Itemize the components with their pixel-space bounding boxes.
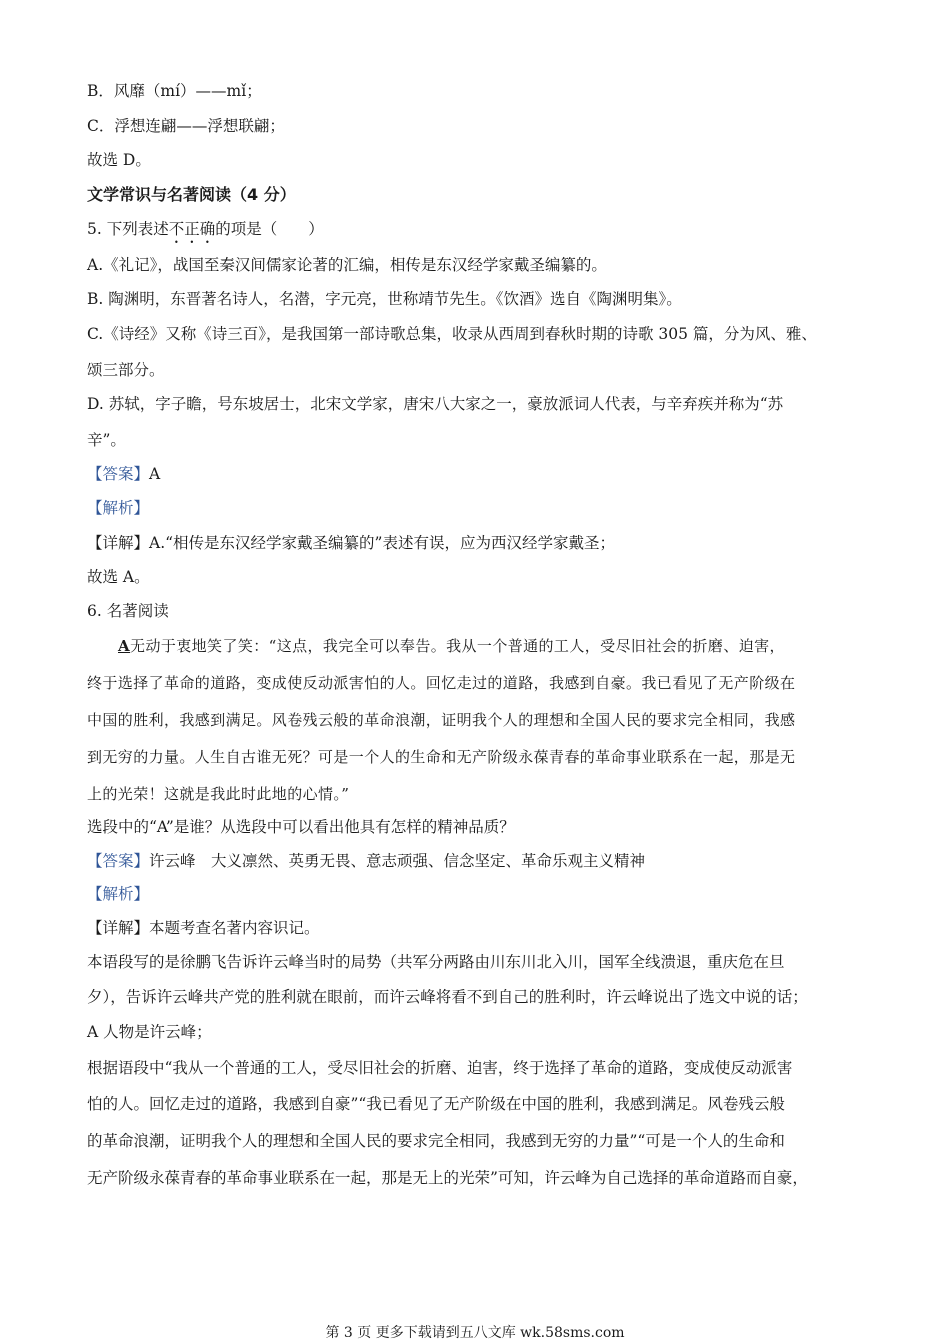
q6-paragraph-line2: 夕），告诉许云峰共产党的胜利就在眼前，而许云峰将看不到自己的胜利时，许云峰说出了选文中说的话； [87, 988, 808, 1006]
answer-value: A [149, 465, 161, 483]
q6-paragraph-line3: A 人物是许云峰； [87, 1023, 212, 1041]
q6-paragraph-line5: 怕的人。回忆走过的道路，我感到自豪”“我已看见了无产阶级在中国的胜利，我感到满足。风卷残云般 [87, 1095, 785, 1113]
q5-option-d-line2: 辛”。 [87, 431, 126, 449]
q6-paragraph-line6: 的革命浪潮，证明我个人的理想和全国人民的要求完全相同，我感到无穷的力量”“可是一个人的生命和 [87, 1132, 785, 1150]
q5-emphasis: 不正确 [168, 220, 216, 238]
q6-title: 6. 名著阅读 [87, 602, 169, 620]
q6-question: 选段中的“A”是谁？从选段中可以看出他具有怎样的精神品质？ [87, 818, 515, 836]
q6-analysis-tag: 【解析】 [87, 885, 150, 903]
q6-quote-line3: 中国的胜利，我感到满足。风卷残云般的革命浪潮，证明我个人的理想和全国人民的要求完全相同，我感 [87, 711, 796, 729]
conclusion-line: 故选 D。 [87, 151, 151, 169]
q5-option-d-line1: D. 苏轼，字子瞻，号东坡居士，北宋文学家，唐宋八大家之一，豪放派词人代表，与辛弃疾并称为“苏 [87, 395, 784, 413]
q6-quote-line2: 终于选择了革命的道路，变成使反动派害怕的人。回忆走过的道路，我感到自豪。我已看见了无产阶级在 [87, 674, 796, 692]
q6-detail: 【详解】本题考查名著内容识记。 [87, 919, 320, 937]
q5-option-c-line1: C.《诗经》又称《诗三百》，是我国第一部诗歌总集，收录从西周到春秋时期的诗歌 305 篇，分为风、雅、 [87, 325, 817, 343]
q5-conclusion: 故选 A。 [87, 568, 150, 586]
answer-value: 许云峰 大义凛然、英勇无畏、意志顽强、信念坚定、革命乐观主义精神 [149, 852, 646, 870]
q5-option-c-line2: 颂三部分。 [87, 361, 165, 379]
q6-paragraph-line1: 本语段写的是徐鹏飞告诉许云峰当时的局势（共军分两路由川东川北入川，国军全线溃退，重庆危在旦 [87, 953, 785, 971]
q6-quote-line5: 上的光荣！这就是我此时此地的心情。” [87, 785, 350, 803]
q5-detail: 【详解】A.“相传是东汉经学家戴圣编纂的”表述有误，应为西汉经学家戴圣； [87, 534, 615, 552]
answer-tag: 【答案】 [87, 465, 150, 483]
q6-paragraph-line4: 根据语段中“我从一个普通的工人，受尽旧社会的折磨、迫害，终于选择了革命的道路，变成使反动派害 [87, 1059, 793, 1077]
q5-analysis-tag: 【解析】 [87, 499, 150, 517]
q6-quote-line1 [118, 635, 890, 657]
page-footer: 第 3 页 更多下载请到五八文库 wk.58sms.com [325, 1325, 625, 1341]
q5-answer [87, 463, 890, 485]
option-c-line: C．浮想连翩——浮想联翩； [87, 117, 285, 135]
q5-option-a: A.《礼记》，战国至秦汉间儒家论著的汇编，相传是东汉经学家戴圣编纂的。 [87, 256, 607, 274]
section-title: 文学常识与名著阅读（4 分） [87, 185, 296, 204]
q6-quote-line4: 到无穷的力量。人生自古谁无死？可是一个人的生命和无产阶级永葆青春的革命事业联系在一起，那是无 [87, 748, 796, 766]
option-b-line: B．风靡（mí）——mǐ； [87, 82, 262, 100]
q5-prefix: 5. 下列表述 [87, 220, 169, 238]
q6-paragraph-line7: 无产阶级永葆青春的革命事业联系在一起，那是无上的光荣”可知，许云峰为自己选择的革命道路而自豪， [87, 1169, 808, 1187]
q5-option-b: B. 陶渊明，东晋著名诗人，名潜，字元亮，世称靖节先生。《饮酒》选自《陶渊明集》。 [87, 290, 682, 308]
answer-tag: 【答案】 [87, 852, 150, 870]
quote-text: 无动于衷地笑了笑：“这点，我完全可以奉告。我从一个普通的工人，受尽旧社会的折磨、迫害， [130, 637, 785, 655]
question-5-stem [87, 218, 890, 247]
quote-a-marker: A [118, 637, 131, 655]
q5-suffix: 的项是（ ） [215, 220, 324, 238]
q6-answer [87, 850, 890, 872]
